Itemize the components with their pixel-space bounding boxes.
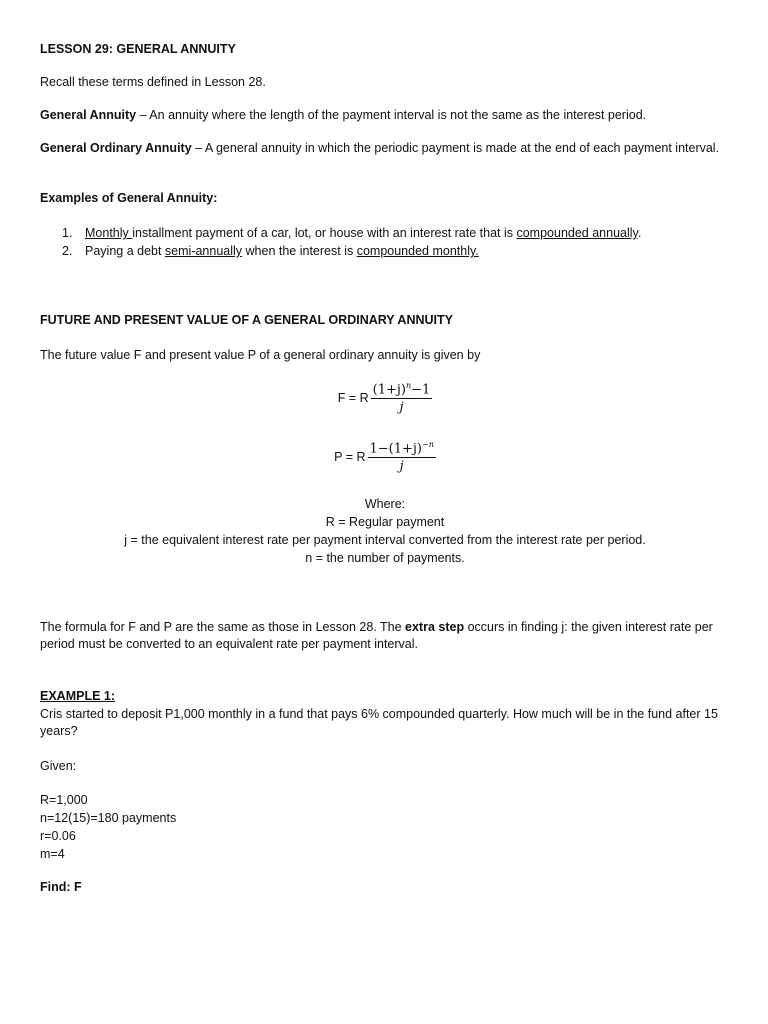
item-text: Paying a debt — [85, 244, 165, 258]
example1-problem: Cris started to deposit P1,000 monthly in a fund that pays 6% compounded quarterly. How much will be in the fund after 15 years? — [40, 707, 718, 738]
example1-heading: EXAMPLE 1: — [40, 689, 116, 703]
exponent: −n — [422, 440, 434, 449]
examples-heading: Examples of General Annuity: — [40, 191, 218, 205]
item-text: . — [637, 226, 642, 240]
definition-term: General Ordinary Annuity — [40, 141, 192, 155]
note-text: The formula for F and P are the same as those in Lesson 28. The — [40, 620, 406, 634]
list-number: 2. — [62, 244, 73, 258]
item-text: installment payment of a car, lot, or house with an interest rate that is — [132, 226, 517, 240]
section-heading: FUTURE AND PRESENT VALUE OF A GENERAL ORDINARY ANNUITY — [40, 313, 453, 327]
numerator-base: 1−(1+j) — [369, 441, 423, 457]
formula-present-value — [40, 440, 730, 474]
given-n: n=12(15)=180 payments — [40, 811, 177, 825]
example-item-2 — [62, 244, 479, 258]
formula-lhs: F = R — [337, 391, 369, 406]
example-item-1 — [62, 226, 641, 240]
definition-general-ordinary-annuity — [40, 141, 719, 155]
note-paragraph — [40, 619, 730, 653]
underlined-text: compounded annually — [516, 226, 638, 240]
list-number: 1. — [62, 226, 73, 240]
formula-denominator: j — [399, 400, 404, 416]
formula-numerator — [371, 381, 433, 399]
section-intro: The future value F and present value P of a general ordinary annuity is given by — [40, 348, 481, 362]
given-rate: r=0.06 — [40, 829, 76, 843]
note-bold: extra step — [405, 620, 465, 634]
formula-future-value — [40, 381, 730, 415]
given-label: Given: — [40, 759, 77, 773]
definition-term: General Annuity — [40, 108, 137, 122]
formula-numerator — [368, 440, 436, 458]
numerator-base: (1+j) — [372, 382, 406, 398]
recall-text: Recall these terms defined in Lesson 28. — [40, 75, 266, 89]
formula-fraction — [368, 440, 436, 474]
where-r: R = Regular payment — [325, 515, 445, 529]
formula-lhs: P = R — [334, 450, 366, 465]
given-r: R=1,000 — [40, 793, 88, 807]
underlined-text: Monthly — [85, 226, 133, 240]
underlined-text: semi-annually — [164, 244, 243, 258]
lesson-title: LESSON 29: GENERAL ANNUITY — [40, 42, 236, 56]
note-text: occurs in finding j: the given interest rate per period must be converted to an equivalent rate per payment interval. — [40, 620, 713, 651]
formula-fraction — [371, 381, 433, 415]
underlined-text: compounded monthly. — [356, 244, 479, 258]
exponent: n — [405, 381, 412, 390]
given-m: m=4 — [40, 847, 65, 861]
where-heading: Where: — [364, 497, 406, 511]
numerator-tail: −1 — [411, 382, 431, 398]
where-n: n = the number of payments. — [305, 551, 465, 565]
item-text: when the interest is — [242, 244, 357, 258]
definition-general-annuity — [40, 108, 646, 122]
find-label: Find: F — [40, 880, 82, 894]
definition-text: – A general annuity in which the periodic payment is made at the end of each payment interval. — [191, 141, 720, 155]
definition-text: – An annuity where the length of the payment interval is not the same as the interest period. — [136, 108, 647, 122]
formula-denominator: j — [399, 459, 404, 475]
where-j: j = the equivalent interest rate per payment interval converted from the interest rate per period. — [124, 533, 646, 547]
